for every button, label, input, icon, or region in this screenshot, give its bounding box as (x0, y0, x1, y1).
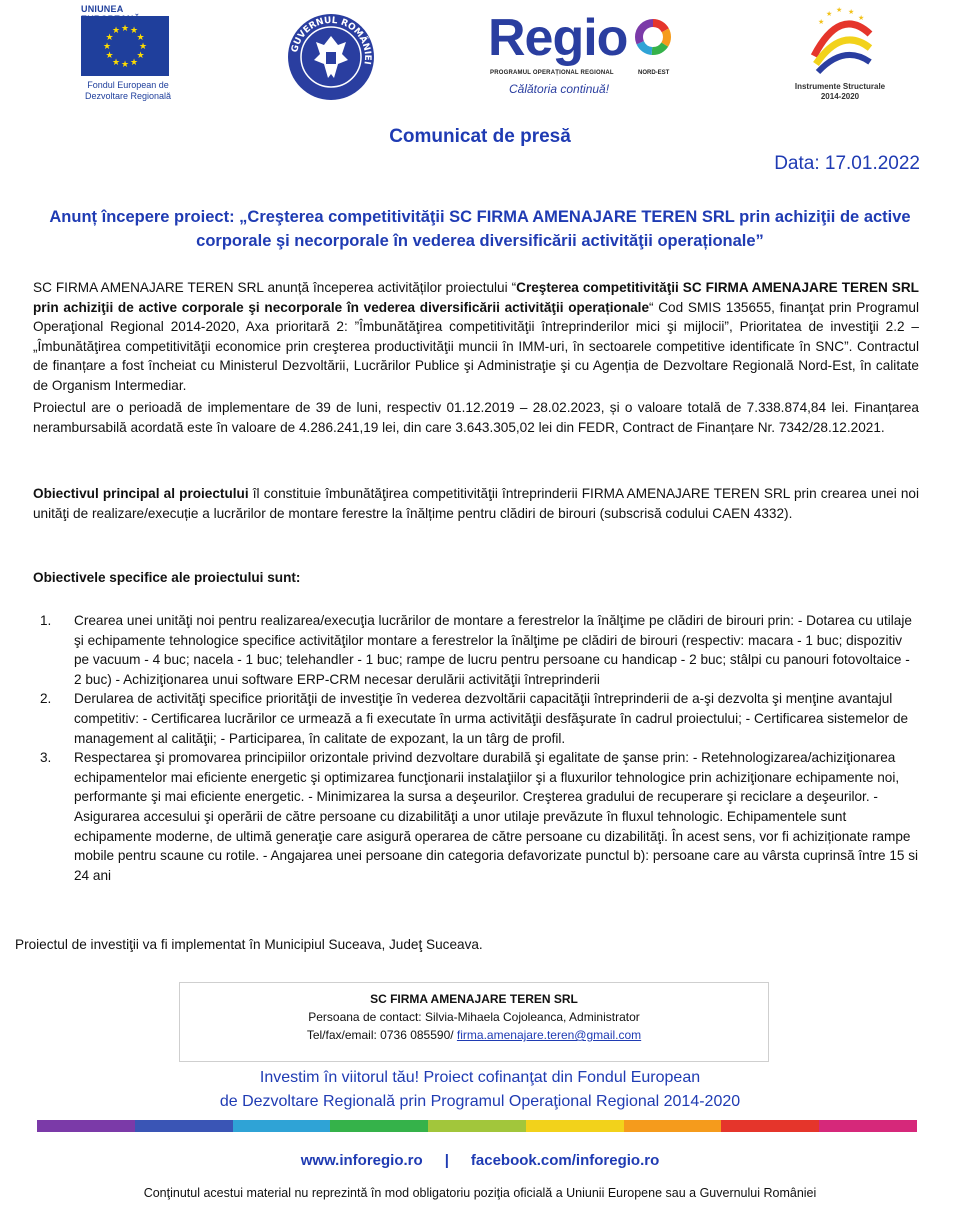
svg-text:GUVERNUL ROMÂNIEI: GUVERNUL ROMÂNIEI (290, 15, 373, 66)
main-objective-label: Obiectivul principal al proiectului (33, 486, 249, 501)
main-objective-text: îl constituie îmbunătăţirea competitivităţii întreprinderii FIRMA AMENAJARE TEREN SRL prin crearea unei noi unităţi de realizare/execuție a lucrărilor de montare ferestre la înălțime pentru clădiri de birouri (subscrisă codului CAEN 4332). (33, 486, 919, 521)
link-separator: | (444, 1152, 449, 1169)
regio-program-label: PROGRAMUL OPERAȚIONAL REGIONAL (490, 70, 614, 76)
svg-text:★: ★ (120, 60, 130, 70)
svg-text:★: ★ (129, 26, 139, 36)
rainbow-segment (721, 1120, 819, 1132)
svg-text:★: ★ (138, 42, 148, 52)
press-release-date: Data: 17.01.2022 (774, 153, 920, 174)
svg-text:★: ★ (136, 51, 145, 61)
list-item-number: 1. (40, 613, 52, 628)
main-objective-paragraph (33, 484, 919, 523)
instrumente-structurale-logo-icon (800, 4, 880, 78)
svg-text:★: ★ (102, 42, 112, 52)
svg-text:★: ★ (111, 58, 121, 68)
objectives-list (40, 611, 920, 885)
eu-logo-caption (78, 80, 178, 102)
intro-paragraph (33, 278, 919, 396)
contact-company: SC FIRMA AMENAJARE TEREN SRL (370, 992, 578, 1006)
list-item (40, 611, 920, 689)
list-item (40, 689, 920, 748)
is-caption-line-1: Instrumente Structurale (794, 82, 886, 91)
intro-text-a: SC FIRMA AMENAJARE TEREN SRL anunță începerea activităților proiectului “ (33, 280, 517, 295)
contact-phone: Tel/fax/email: 0736 085590/ (306, 1028, 457, 1042)
rainbow-segment (135, 1120, 233, 1132)
list-item-text: Derularea de activităţi specifice priorităţii de investiţie în vederea dezvoltării capacităţii întreprinderii de a-şi dezvolta şi menţine avantajul competitiv: - Certificarea lucrărilor ce urmează a fi executate în urma activităţii desfăşurate în cadrul proiectului; - Certificarea sistemelor de management al calităţii; - Participarea, în calitate de expozant, la un târg de profil. (74, 691, 909, 746)
rainbow-segment (330, 1120, 428, 1132)
rainbow-segment (819, 1120, 917, 1132)
list-item-text: Respectarea şi promovarea principiilor orizontale privind dezvoltare durabilă şi egalitate de şanse prin: - Retehnologizarea/achiziţionarea echipamentelor mai eficiente energetic şi optimizarea funcţionarii instalaţiilor şi a fluxurilor tehnologice prin achiziţionare echipamente noi, performante şi mai eficiente energetic. - Minimizarea la sursa a deşeurilor. Creşterea gradului de recuperare şi reciclare a deşeurilor. - Asigurarea accesului şi operării de către persoane cu dizabilităţi a unor utilaje prevăzute în fluxul tehnologic. Echipamentele sunt echipamente moderne, de ultimă generaţie care asigură operarea de către persoane cu dizabilităţi. În acest sens, vor fi achiziționate rampe mobile pentru scaune cu rotile. - Angajarea unei persoane din categoria defavorizate punctul b): persoane care au vârsta cuprinsă între 15 si 24 ani (74, 750, 919, 883)
project-headline: Anunț începere proiect: „Creşterea competitivităţii SC FIRMA AMENAJARE TEREN SRL prin achiziţii de active corporale şi necorporale în vederea diversificării activităţii operaționale” (49, 208, 911, 250)
svg-text:★: ★ (826, 10, 833, 18)
intro-project-name: Creşterea competitivităţii SC FIRMA AMENAJARE TEREN SRL prin achiziţii de active corporale şi necorporale în vederea diversificării activităţii operaționale (33, 280, 919, 315)
rainbow-segment (624, 1120, 722, 1132)
svg-text:★: ★ (105, 51, 114, 61)
facebook-link[interactable]: facebook.com/inforegio.ro (470, 1152, 660, 1169)
disclaimer: Conţinutul acestui material nu reprezintă în mod obligatoriu poziţia oficială a Uniunii Europene sau a Guvernului României (143, 1186, 817, 1200)
regio-region-label: NORD-EST (638, 70, 670, 76)
implementation-paragraph: Proiectul are o perioadă de implementare de 39 de luni, respectiv 01.12.2019 – 28.02.2023, și o valoare totală de 7.338.874,84 lei. Finanțarea nerambursabilă acordată este în valoare de 4.286.241,19 lei, din care 3.643.305,02 lei din FEDR, Contract de Finanțare Nr. 7342/28.12.2021. (33, 400, 919, 435)
contact-phone-email (180, 1026, 768, 1044)
contact-box (179, 982, 769, 1062)
svg-text:★: ★ (858, 14, 865, 22)
list-item-number: 2. (40, 691, 52, 707)
intro-text-b: “ Cod SMIS 135655, finanţat prin Programul Operaţional Regional 2014-2020, Axa prioritară 2: ”Îmbunătăţirea competitivităţii întreprinderilor mici şi mijlocii”, Prioritatea de investiţii 2.2 – „Îmbunătăţirea competitivităţii economice prin creşterea productivităţii muncii în IMM-uri, în sectoarele competitive identificate în SNC”. Contractul de finanțare a fost încheiat cu Ministerul Dezvoltării, Lucrărilor Publice şi Administraţie şi cu Agenția de Dezvoltare Regională Nord-Est, în calitate de Organism Intermediar. (33, 299, 919, 393)
svg-text:★: ★ (120, 24, 130, 34)
list-item-number: 3. (40, 750, 52, 766)
cofinancing-line-1: Investim în viitorul tău! Proiect cofinanţat din Fondul European (259, 1069, 701, 1086)
svg-text:★: ★ (818, 18, 825, 26)
rainbow-segment (233, 1120, 331, 1132)
government-seal-icon (286, 12, 376, 102)
contact-person: Persoana de contact: Silvia-Mihaela Cojoleanca, Administrator (308, 1010, 640, 1024)
regio-tagline: Călătoria continuă! (509, 82, 610, 96)
list-item (40, 748, 920, 885)
contact-email-link[interactable]: firma.amenajare.teren@gmail.com (456, 1028, 642, 1042)
page-title: Comunicat de presă (389, 126, 571, 147)
location-paragraph: Proiectul de investiţii va fi implementat în Municipiul Suceava, Judeţ Suceava. (15, 937, 483, 952)
svg-text:★: ★ (836, 6, 843, 14)
regio-color-ring-icon (634, 18, 672, 61)
list-item-text: Crearea unei unităţi noi pentru realizarea/execuţia lucrărilor de montare a ferestrelor la înălţime pe clădiri de birouri prin: - Dotarea cu utilaje şi echipamente tehnologice specifice activităţilor montare a ferestrelor la înălţime pe clădiri de birouri (respectiv: macara - 1 buc; dispozitiv pe vacuum - 4 buc; nacela - 1 buc; telehandler - 1 buc; rampe de lucru pentru persoane cu handicap - 2 buc; stâlpi cu panouri fotovoltaice - 2 buc) - Achiziţionarea unui software ERP-CRM necesar derulării activităţii întreprinderii (74, 613, 912, 687)
eu-caption-line-1: Fondul European de (87, 80, 169, 90)
svg-text:★: ★ (129, 58, 139, 68)
svg-text:★: ★ (136, 33, 145, 43)
svg-text:★: ★ (848, 8, 855, 16)
regio-wordmark: Regio (488, 9, 628, 67)
svg-text:★: ★ (105, 33, 114, 43)
cofinancing-statement (0, 1066, 960, 1114)
specific-objectives-heading: Obiectivele specifice ale proiectului sunt: (33, 570, 301, 585)
is-caption-line-2: 2014-2020 (820, 92, 860, 101)
eu-flag-icon (81, 16, 169, 76)
eu-caption-line-2: Dezvoltare Regională (84, 91, 172, 101)
rainbow-divider (37, 1120, 917, 1132)
cofinancing-line-2: de Dezvoltare Regională prin Programul Operaţional Regional 2014-2020 (219, 1093, 741, 1110)
instrumente-structurale-caption (790, 82, 890, 102)
rainbow-segment (428, 1120, 526, 1132)
rainbow-segment (526, 1120, 624, 1132)
regio-logo (488, 10, 627, 66)
rainbow-segment (37, 1120, 135, 1132)
eu-logo-title: UNIUNEA (81, 4, 124, 14)
svg-text:★: ★ (111, 26, 121, 36)
footer-links (0, 1152, 960, 1169)
inforegio-website-link[interactable]: www.inforegio.ro (300, 1152, 423, 1169)
